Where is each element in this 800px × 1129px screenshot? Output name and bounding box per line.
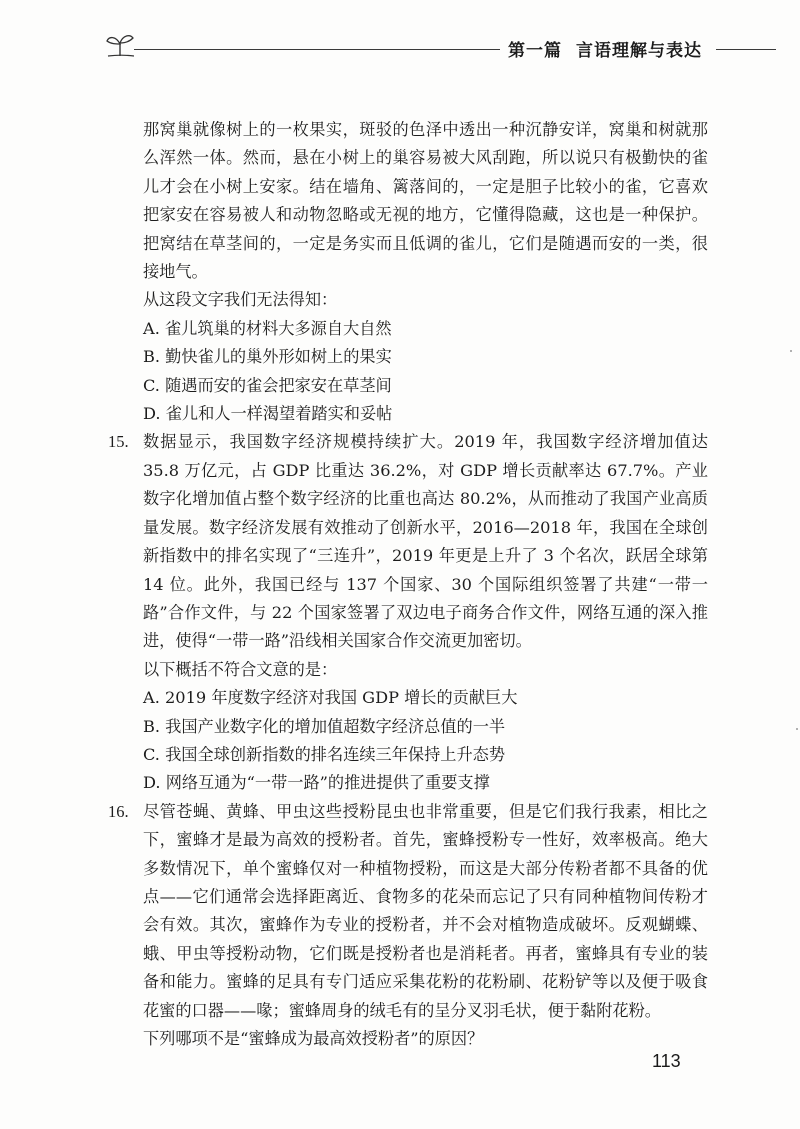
passage-text: 数据显示，我国数字经济规模持续扩大。2019 年，我国数字经济增加值达 35.8 万亿元，占 GDP 比重达 36.2%，对 GDP 增长贡献率达 67.7%。产业数字化增加值占整个数字经济的比重也高达 80.2%，从而推动了我国产业高质量发展。数字经济发展有效推动了创新水平，2016—2018 年，我国在全球创新指数中的排名实现了“三连升”，2019 年更是上升了 3 个名次，跃居全球第 14 位。此外，我国已经与 137 个国家、30 个国际组织签署了共建“一带一路”合作文件，与 22 个国家签署了双边电子商务合作文件，网络互通的深入推进，使得“一带一路”沿线相关国家合作交流更加密切。 [143,432,708,651]
page-body [108,116,708,1053]
page-number: 113 [652,1051,681,1071]
scan-speck [790,350,792,352]
question-number: 15. [108,432,129,452]
option-b[interactable]: B. 勤快雀儿的巢外形如树上的果实 [143,347,392,367]
question-prompt: 从这段文字我们无法得知： [143,290,338,310]
section-part: 第一篇 [508,41,562,61]
option-a[interactable]: A. 2019 年度数字经济对我国 GDP 增长的贡献巨大 [143,688,518,708]
option-d[interactable]: D. 网络互通为“一带一路”的推进提供了重要支撑 [143,773,490,793]
option-c[interactable]: C. 我国全球创新指数的排名连续三年保持上升态势 [143,744,506,764]
sprout-icon [106,32,134,58]
header-rule-left [134,49,500,50]
option-c[interactable]: C. 随遇而安的雀会把家安在草茎间 [143,375,392,395]
option-d[interactable]: D. 雀儿和人一样渴望着踏实和妥帖 [143,404,393,424]
question-prompt: 以下概括不符合文意的是： [143,659,338,679]
passage-text: 尽管苍蝇、黄蜂、甲虫这些授粉昆虫也非常重要，但是它们我行我素，相比之下，蜜蜂才是最为高效的授粉者。首先，蜜蜂授粉专一性好，效率极高。绝大多数情况下，单个蜜蜂仅对一种植物授粉，而这是大部分传粉者都不具备的优点——它们通常会选择距离近、食物多的花朵而忘记了只有同种植物间传粉才会有效。其次，蜜蜂作为专业的授粉者，并不会对植物造成破坏。反观蝴蝶、蛾、甲虫等授粉动物，它们既是授粉者也是消耗者。再者，蜜蜂具有专业的装备和能力。蜜蜂的足具有专门适应采集花粉的花粉刷、花粉铲等以及便于吸食花蜜的口器——喙；蜜蜂周身的绒毛有的呈分叉羽毛状，便于黏附花粉。 [143,801,708,1020]
header-rule-right [716,49,776,50]
section-name: 言语理解与表达 [576,41,702,61]
question-16 [108,798,708,1054]
passage-text: 那窝巢就像树上的一枚果实，斑驳的色泽中透出一种沉静安详，窝巢和树就那么浑然一体。然而，悬在小树上的巢容易被大风刮跑，所以说只有极勤快的雀儿才会在小树上安家。结在墙角、篱落间的，一定是胆子比较小的雀，它喜欢把家安在容易被人和动物忽略或无视的地方，它懂得隐藏，这也是一种保护。把窝结在草茎间的，一定是务实而且低调的雀儿，它们是随遇而安的一类，很接地气。 [143,120,708,282]
section-title [508,36,712,61]
question-prompt: 下列哪项不是“蜜蜂成为最高效授粉者”的原因？ [143,1029,484,1048]
option-b[interactable]: B. 我国产业数字化的增加值超数字经济总值的一半 [143,716,506,736]
scan-speck [796,728,798,730]
question-14-continued [108,116,708,428]
option-a[interactable]: A. 雀儿筑巢的材料大多源自大自然 [143,318,392,338]
question-15 [108,428,708,797]
running-header [0,28,800,68]
question-number: 16. [108,801,129,821]
